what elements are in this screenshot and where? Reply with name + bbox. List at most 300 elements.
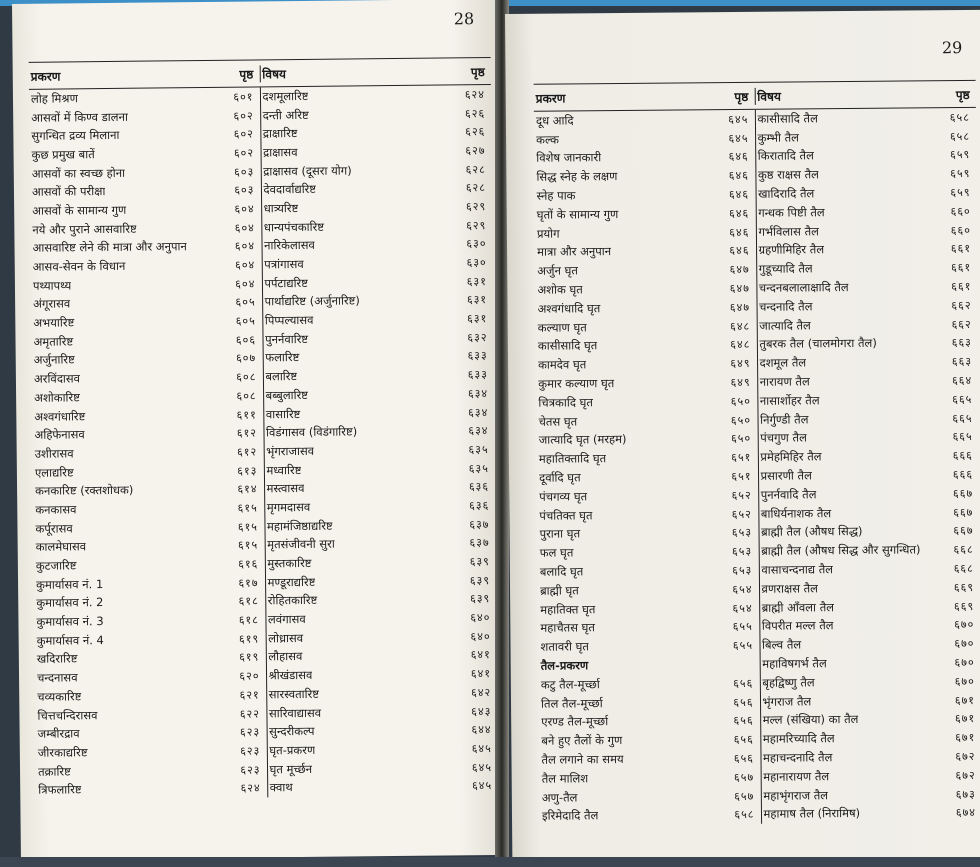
contents-entry <box>34 592 265 613</box>
entry-page: ६५६ <box>733 695 754 709</box>
entry-page: ६०३ <box>234 165 255 179</box>
entry-title: महामाष तैल (निरामिष) <box>763 806 861 822</box>
contents-entry <box>757 352 978 373</box>
contents-entry <box>536 373 757 394</box>
contents-entry <box>262 272 493 293</box>
contents-entry <box>265 552 496 573</box>
entry-page: ६१५ <box>237 501 258 515</box>
contents-entry <box>266 608 497 629</box>
section-heading <box>539 655 760 676</box>
contents-entry <box>265 496 496 517</box>
entry-title: दूध आदि <box>535 113 574 128</box>
contents-entry <box>535 241 756 262</box>
entry-title: गुडूच्यादि तैल <box>758 261 813 277</box>
contents-entry <box>759 540 980 561</box>
entry-title: कटु तैल-मूर्च्छा <box>540 676 600 692</box>
entry-title: ब्राह्मी घृत <box>539 583 579 598</box>
entry-page: ६३३ <box>467 349 488 363</box>
contents-entry <box>534 129 755 150</box>
contents-entry <box>31 293 262 314</box>
entry-title: मल्ल (संखिया) का तैल <box>762 712 859 728</box>
contents-entry <box>261 178 492 199</box>
entry-title: सुन्दरीकल्प <box>269 724 315 739</box>
entry-title: धात्र्यरिष्ट <box>263 200 299 216</box>
entry-title: रोहितकारिष्ट <box>267 593 318 608</box>
entry-page: ६२० <box>239 669 260 683</box>
entry-title: कासीसादि तैल <box>757 111 818 126</box>
entry-page: ६४० <box>470 611 491 625</box>
entry-title: पथ्यापथ्य <box>32 278 72 293</box>
entry-page: ६३१ <box>467 312 488 326</box>
entry-title: विशेष जानकारी <box>536 150 602 166</box>
contents-entry <box>761 709 980 730</box>
contents-entry <box>262 253 493 274</box>
entry-page: ६२६ <box>464 106 486 120</box>
contents-entry <box>266 590 497 611</box>
entry-title: तिल तैल-मूर्च्छा <box>540 695 603 711</box>
contents-entry <box>758 427 979 448</box>
entry-page: ६४८ <box>730 319 751 333</box>
entry-title: अर्जुन घृत <box>537 263 579 278</box>
contents-entry <box>264 440 495 461</box>
entry-title: क्वाथ <box>269 780 293 795</box>
contents-entry <box>756 202 977 223</box>
entry-page: ६५२ <box>731 507 752 521</box>
entry-title: महाविषगर्भ तैल <box>762 656 827 671</box>
entry-page: ६३२ <box>467 330 488 345</box>
entry-title: बब्बुलारिष्ट <box>265 387 309 403</box>
entry-title: कर्पूरासव <box>35 521 73 536</box>
entry-page: ६४५ <box>728 112 749 126</box>
contents-entry <box>35 685 266 706</box>
contents-table <box>29 57 499 800</box>
entry-page: ६४६ <box>729 225 750 239</box>
entry-title: घृत मूर्च्छन <box>269 761 313 776</box>
entry-title: श्रीखंडासव <box>268 668 313 683</box>
entry-page: ६४३ <box>471 704 492 718</box>
entry-title: सारस्वतारिष्ट <box>268 686 320 702</box>
entry-page: ६२४ <box>464 87 486 102</box>
entry-page: ६२८ <box>465 162 486 176</box>
entry-title: इरिमेदादि तैल <box>541 808 599 824</box>
entry-title: चित्रकादि घृत <box>538 395 593 410</box>
contents-entry <box>32 386 263 407</box>
entry-page: ६३६ <box>469 498 490 513</box>
entry-title: कुटजारिष्ट <box>35 558 77 573</box>
entry-title: किरातादि तैल <box>757 148 814 164</box>
entry-title: कुमार्यासव नं. 3 <box>36 614 104 629</box>
entry-title: अश्वगंधादि घृत <box>537 301 601 316</box>
entry-page: ६४९ <box>730 375 751 390</box>
entry-page: ६३१ <box>466 274 487 288</box>
entry-page: ६६२ <box>951 298 972 312</box>
entry-page: ६४२ <box>470 685 492 700</box>
entry-title: खादिरादि तैल <box>758 186 815 201</box>
entry-title: शतावरी घृत <box>540 639 590 654</box>
entry-title: बृहद्विष्णु तैल <box>762 675 815 690</box>
contents-entry <box>33 499 264 520</box>
entry-title: अशोकारिष्ट <box>34 390 80 405</box>
entry-title: अभयारिष्ट <box>33 315 75 330</box>
contents-entry <box>35 648 266 669</box>
contents-entry <box>263 309 494 330</box>
entry-page: ६२२ <box>239 706 261 721</box>
entry-title: आसवों का स्वच्छ होना <box>31 165 126 181</box>
entry-title: चन्दनासव <box>36 670 78 685</box>
contents-entry <box>538 599 759 620</box>
entry-page: ६६७ <box>953 505 974 519</box>
entry-page: ६१२ <box>236 426 258 440</box>
entry-title: एरण्ड तैल-मूर्च्छा <box>541 714 609 730</box>
contents-entry <box>535 185 756 206</box>
contents-entry <box>264 421 495 442</box>
contents-entry <box>534 110 755 131</box>
entry-page: ६४६ <box>728 150 749 164</box>
contents-entry <box>31 312 262 333</box>
entry-title: भृंगराज तैल <box>762 693 812 709</box>
contents-column <box>29 87 268 800</box>
entry-title: प्रसारणी तैल <box>760 468 812 483</box>
entry-title: बिल्व तैल <box>761 637 802 652</box>
entry-page: ६१८ <box>238 594 259 609</box>
contents-entry <box>540 768 761 789</box>
contents-entry <box>30 181 261 202</box>
entry-title: बलादि घृत <box>539 564 584 579</box>
entry-page: ६२९ <box>466 218 487 232</box>
entry-page: ६५० <box>730 394 751 408</box>
entry-page: ६६९ <box>953 580 975 594</box>
entry-title: फलारिष्ट <box>265 350 300 365</box>
entry-page: ६४७ <box>729 263 750 277</box>
contents-entry <box>261 160 492 181</box>
entry-page: ६०५ <box>235 295 256 310</box>
entry-title: द्राक्षासव <box>262 144 298 160</box>
entry-title: अरविंदासव <box>33 371 81 386</box>
entry-page: ६३४ <box>468 405 489 419</box>
contents-entry <box>535 298 756 319</box>
contents-entry <box>32 349 263 370</box>
entry-title: उशीरासव <box>34 446 74 461</box>
contents-entry <box>538 580 759 601</box>
entry-page: ६५० <box>730 432 752 446</box>
contents-entry <box>266 664 497 685</box>
contents-entry <box>30 237 261 258</box>
entry-page: ६११ <box>236 407 257 422</box>
contents-entry <box>758 390 979 411</box>
contents-entry <box>267 683 498 704</box>
entry-page: ६०२ <box>233 109 254 123</box>
header-topic: प्रकरण <box>535 90 566 106</box>
contents-entry <box>265 571 496 592</box>
entry-page: ६३० <box>466 237 487 251</box>
entry-page: ६३७ <box>469 517 490 531</box>
entry-title: घृत-प्रकरण <box>269 742 316 758</box>
contents-entry <box>537 448 758 469</box>
entry-page: ६६५ <box>952 411 973 425</box>
entry-page: ६०७ <box>235 351 257 366</box>
entry-page: ६०४ <box>234 202 255 216</box>
entry-title: तुबरक तैल (चालमोगरा तैल) <box>759 336 877 352</box>
left-page <box>12 0 509 860</box>
entry-page: ६५२ <box>731 488 752 502</box>
contents-entry <box>758 465 979 486</box>
entry-title: आसव-सेवन के विधान <box>32 258 126 274</box>
entry-page: ६५९ <box>950 186 971 200</box>
entry-title: अंगूरासव <box>33 296 71 312</box>
entry-page: ६६३ <box>951 355 973 369</box>
entry-title: कुमार कल्याण घृत <box>538 376 615 391</box>
contents-entry <box>757 258 978 279</box>
entry-title: आसवों के सामान्य गुण <box>32 202 127 218</box>
contents-entry <box>266 646 497 667</box>
contents-entry <box>267 720 498 741</box>
entry-title: कुछ प्रमुख बातें <box>31 147 95 162</box>
table-surface <box>0 857 980 867</box>
entry-page: ६६६ <box>952 467 974 482</box>
entry-page: ६५८ <box>734 808 755 822</box>
entry-title: प्रयोग <box>536 226 560 241</box>
contents-entry <box>539 711 760 732</box>
contents-entry <box>758 371 979 392</box>
entry-title: कुम्भी तैल <box>757 130 800 145</box>
contents-entry <box>757 333 978 354</box>
contents-entry <box>756 183 977 204</box>
entry-page: ६३० <box>466 256 487 270</box>
contents-entry <box>261 104 492 125</box>
contents-entry <box>537 486 758 507</box>
entry-page: ६०८ <box>236 389 257 403</box>
entry-page: ६४९ <box>730 357 751 371</box>
contents-entry <box>536 335 757 356</box>
contents-entry <box>539 693 760 714</box>
entry-title: लोह मिश्रण <box>30 91 78 106</box>
entry-page: ६७० <box>954 637 975 651</box>
contents-entry <box>760 691 980 712</box>
entry-title: नये और पुराने आसवारिष्ट <box>32 221 137 237</box>
entry-title: आसवारिष्ट लेने की मात्रा और अनुपान <box>32 239 187 256</box>
contents-entry <box>263 347 494 368</box>
contents-entry <box>760 597 980 618</box>
entry-page: ६०६ <box>235 333 257 347</box>
entry-page: ६७३ <box>955 787 976 801</box>
contents-entry <box>756 145 977 166</box>
contents-entry <box>756 239 977 260</box>
entry-page: ६६८ <box>953 561 974 576</box>
entry-page: ६७० <box>954 655 975 670</box>
entry-page: ६०४ <box>235 277 256 291</box>
entry-title: देवदार्वाद्यरिष्ट <box>263 182 317 197</box>
entry-page: ६२६ <box>465 125 486 139</box>
entry-page: ६७० <box>954 618 975 632</box>
contents-entry <box>536 354 757 375</box>
entry-page: ६५४ <box>732 601 753 615</box>
entry-page: ६५७ <box>733 770 755 784</box>
entry-page: ६७२ <box>955 749 976 764</box>
entry-title: धान्यपंचकारिष्ट <box>263 219 325 235</box>
entry-page: ६१९ <box>239 650 260 665</box>
entry-title: पर्पटाद्यरिष्ट <box>264 275 308 291</box>
entry-title: महाचन्दनादि तैल <box>762 750 833 765</box>
entry-title: त्रिफलारिष्ट <box>38 782 82 798</box>
contents-entry <box>759 521 980 542</box>
entry-title: मध्वारिष्ट <box>266 462 302 477</box>
contents-entry <box>36 760 267 781</box>
entry-title: वासारिष्ट <box>265 406 301 421</box>
entry-title: दशमूलारिष्ट <box>262 88 309 104</box>
entry-page: ६१८ <box>238 613 260 627</box>
contents-entry <box>539 730 760 751</box>
contents-entry <box>761 728 980 749</box>
entry-page: ६०२ <box>233 127 254 141</box>
entry-title: गन्धक पिष्टी तैल <box>758 205 825 220</box>
entry-page: ६३१ <box>466 293 488 307</box>
contents-table <box>534 80 980 826</box>
contents-entry <box>267 739 498 760</box>
contents-entry <box>34 573 265 594</box>
entry-page: ६५९ <box>950 167 971 181</box>
entry-page: ६२९ <box>465 200 487 214</box>
entry-page: ६६२ <box>951 317 972 331</box>
entry-title: कल्याण घृत <box>537 319 587 335</box>
entry-title: जात्यादि घृत (मरहम) <box>538 432 627 448</box>
entry-page: ६६१ <box>951 280 972 294</box>
entry-title: पंचगुण तैल <box>760 430 807 446</box>
contents-entry <box>261 122 492 143</box>
contents-column <box>755 108 980 824</box>
contents-entry <box>539 749 760 770</box>
contents-entry <box>759 484 980 505</box>
entry-title: एलाद्यरिष्ट <box>34 464 74 480</box>
entry-title: तैल-प्रकरण <box>540 658 589 673</box>
entry-title: दन्ती अरिष्ट <box>262 107 309 122</box>
entry-page: ६६९ <box>953 599 975 613</box>
contents-entry <box>758 446 979 467</box>
entry-title: विपरीत मल्ल तैल <box>761 618 834 634</box>
contents-entry <box>540 786 761 807</box>
entry-title: कनकारिष्ट (रक्तशोधक) <box>35 483 134 499</box>
contents-entry <box>535 279 756 300</box>
entry-page: ६५० <box>730 413 752 427</box>
contents-entry <box>29 106 260 127</box>
entry-page: ६४५ <box>471 779 493 793</box>
entry-page: ६३३ <box>467 368 488 382</box>
contents-entry <box>32 424 263 445</box>
entry-title: महानारायण तैल <box>763 768 830 784</box>
entry-page: ६२४ <box>240 781 261 795</box>
entry-title: ब्राह्मी तैल (औषध सिद्ध और सुगन्धित) <box>761 542 921 559</box>
entry-title: जीरकाद्यरिष्ट <box>37 745 88 760</box>
entry-page: ६३४ <box>468 424 489 438</box>
contents-entry <box>538 636 759 657</box>
entry-title: निर्गुण्डी तैल <box>759 412 809 427</box>
entry-title: लोध्रासव <box>268 630 304 646</box>
contents-entry <box>31 330 262 351</box>
entry-title: पार्थाद्यरिष्ट (अर्जुनारिष्ट) <box>264 293 360 309</box>
entry-page: ६१२ <box>236 445 258 459</box>
entry-title: सिद्ध स्नेह के लक्षण <box>536 169 618 185</box>
entry-title: महातिक्तादि घृत <box>538 451 607 466</box>
entry-page: ६१७ <box>238 576 259 590</box>
entry-page: ६४५ <box>728 131 749 145</box>
entry-page: ६७४ <box>955 806 977 820</box>
entry-page: ६३७ <box>469 536 490 550</box>
contents-entry <box>36 723 267 744</box>
entry-title: कल्क <box>536 132 560 147</box>
entry-title: पत्रांगासव <box>264 256 304 272</box>
header-subject: विषय <box>262 66 287 81</box>
contents-entry <box>261 141 492 162</box>
header-topic: प्रकरण <box>30 68 61 84</box>
contents-entry <box>30 200 261 221</box>
entry-title: चव्यकारिष्ट <box>37 689 82 704</box>
entry-title: चेतस घृत <box>538 414 578 429</box>
entry-page: ६६८ <box>953 543 974 557</box>
entry-title: महाभृंगराज तैल <box>763 787 829 803</box>
contents-entry <box>534 166 755 187</box>
entry-page: ६१६ <box>238 557 259 571</box>
contents-entry <box>536 392 757 413</box>
contents-entry <box>535 223 756 244</box>
entry-title: नारायण तैल <box>759 374 810 389</box>
contents-entry <box>35 704 266 725</box>
entry-title: प्रमेहमिहिर तैल <box>760 449 822 465</box>
entry-page: ६४५ <box>471 741 492 756</box>
contents-entry <box>538 561 759 582</box>
contents-entry <box>31 274 262 295</box>
contents-entry <box>539 674 760 695</box>
contents-entry <box>540 805 761 826</box>
contents-entry <box>35 629 266 650</box>
entry-title: द्राक्षासव (दूसरा योग) <box>263 163 352 178</box>
contents-entry <box>36 779 267 800</box>
entry-page: ६४६ <box>728 169 749 183</box>
contents-entry <box>30 218 261 239</box>
contents-entry <box>538 542 759 563</box>
contents-entry <box>34 536 265 557</box>
entry-page: ६४४ <box>471 723 492 737</box>
contents-entry <box>264 403 495 424</box>
contents-entry <box>29 143 260 164</box>
contents-entry <box>264 384 495 405</box>
entry-page: ६४७ <box>729 300 751 314</box>
entry-title: महामरिच्यादि तैल <box>762 731 835 746</box>
contents-entry <box>758 409 979 430</box>
entry-title: चन्दनबलालाक्षादि तैल <box>758 280 849 295</box>
contents-entry <box>759 503 980 524</box>
entry-title: फल घृत <box>539 545 574 560</box>
entry-page: ६७१ <box>955 731 976 745</box>
header-page: पृष्ठ <box>955 87 970 102</box>
entry-page: ६२३ <box>240 744 261 758</box>
entry-page: ६७२ <box>955 768 976 782</box>
entry-title: व्रणराक्षस तैल <box>761 581 819 596</box>
entry-page: ६४१ <box>470 667 492 681</box>
entry-title: आसवों की परीक्षा <box>31 184 106 200</box>
entry-page: ६५६ <box>733 751 755 766</box>
entry-page: ६४८ <box>730 338 751 352</box>
contents-entry <box>756 164 977 185</box>
entry-title: जम्बीरद्राव <box>37 726 80 741</box>
contents-entry <box>262 234 493 255</box>
entry-page: ६०४ <box>234 239 256 254</box>
entry-title: अहिफेनासव <box>34 427 85 443</box>
entry-page: ६४० <box>470 629 491 644</box>
entry-page: ६५३ <box>731 526 753 540</box>
entry-page: ६५५ <box>732 639 754 653</box>
entry-title: महाचैतस घृत <box>540 620 596 636</box>
entry-page: ६२८ <box>465 181 487 195</box>
contents-entry <box>267 758 498 779</box>
